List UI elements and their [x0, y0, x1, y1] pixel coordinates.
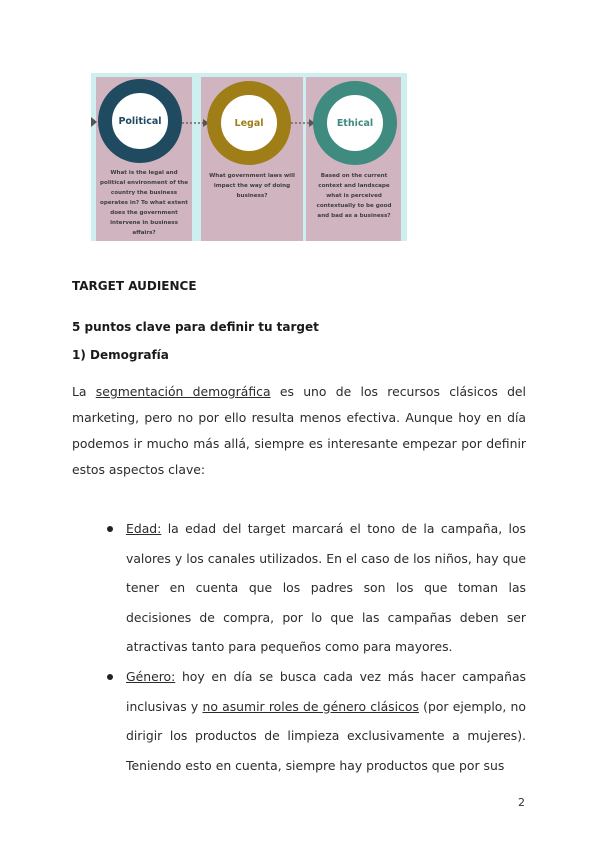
legal-description: What government laws will impact the way of doing business? [209, 173, 295, 199]
ethical-description: Based on the current context and landscape what is perceived contextually to be good and bad as a business? [316, 173, 392, 219]
bullet-genero [126, 662, 526, 780]
intro-paragraph [72, 379, 526, 483]
segmentacion-link[interactable]: segmentación demográfica [95, 384, 271, 399]
bullet-edad [126, 514, 526, 662]
bullet-dot [107, 674, 113, 680]
political-description: What is the legal and political environment of the country the business operates in? To what extent does the government intervene in business affairs? [99, 170, 189, 236]
subtitle: 5 puntos clave para definir tu target [72, 320, 319, 334]
bullet-dot [107, 526, 113, 532]
political-circle [98, 79, 182, 163]
page-number: 2 [518, 796, 525, 809]
ethical-label: Ethical [336, 117, 374, 129]
legal-circle [207, 81, 291, 165]
bullet-term: Género: [126, 669, 176, 684]
pel-diagram [91, 73, 407, 241]
bullet-text-end: (por ejemplo, no dirigir los productos de limpieza exclusivamente a mujeres). Teniendo esto en cuenta, siempre hay productos que por sus [126, 698, 526, 773]
intro-text-start: La [72, 384, 96, 399]
political-label: Political [118, 115, 162, 127]
intro-text-end: es uno de los recursos clásicos del marketing, pero no por ello resulta menos efectiva. Aunque hoy en día podemos ir mucho más allá, siempre es interesante empezar por definir estos aspectos clave: [72, 384, 526, 477]
bullet-text: la edad del target marcará el tono de la campaña, los valores y los canales utilizados. En el caso de los niños, hay que tener en cuenta que los padres son los que toman las decisiones de compra, por lo que las campañas deben ser atractivas tanto para pequeños como para mayores. [126, 521, 526, 654]
roles-genero-link[interactable]: no asumir roles de género clásicos [202, 698, 419, 714]
sub-heading: 1) Demografía [72, 348, 169, 362]
ethical-circle [313, 81, 397, 165]
legal-label: Legal [234, 117, 264, 129]
section-title: TARGET AUDIENCE [72, 279, 197, 293]
bullet-text: hoy en día se busca cada vez más hacer campañas inclusivas y [126, 669, 526, 714]
bullet-term: Edad: [126, 521, 162, 536]
